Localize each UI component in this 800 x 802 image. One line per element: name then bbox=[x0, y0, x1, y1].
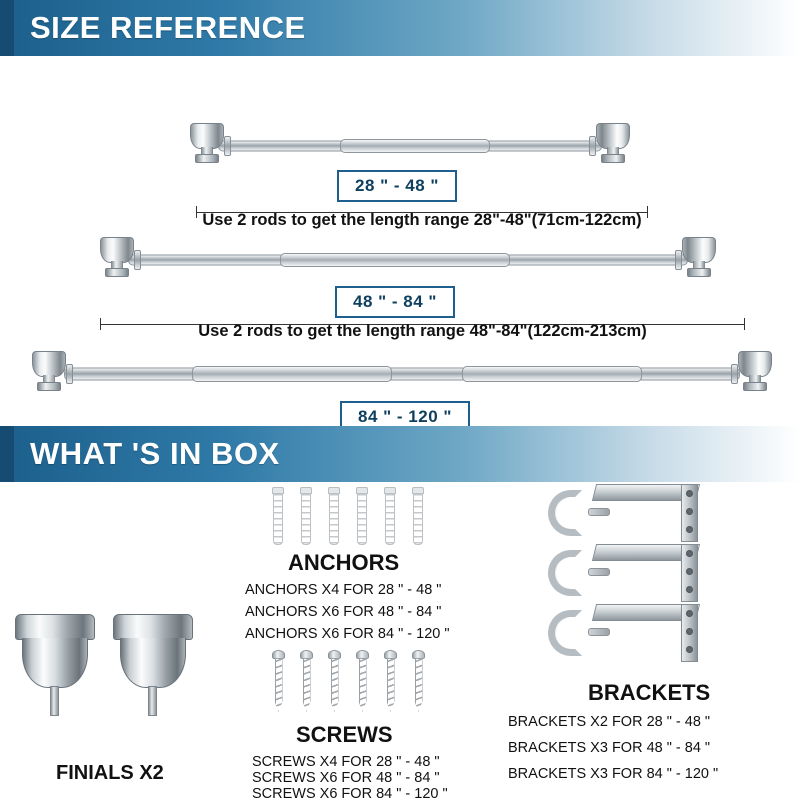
screws-spec-line-2: SCREWS X6 FOR 48 " - 84 " bbox=[252, 770, 440, 786]
rod-illustration-48-84 bbox=[100, 232, 716, 288]
bracket-icon bbox=[548, 544, 698, 604]
rod-illustration-28-48 bbox=[190, 118, 630, 174]
rod-finial-left bbox=[190, 123, 224, 169]
rod-caption-28-48: Use 2 rods to get the length range 28"-48"(71cm-122cm) bbox=[202, 211, 642, 229]
brackets-spec-line-3: BRACKETS X3 FOR 84 " - 120 " bbox=[508, 766, 719, 782]
finial-ring bbox=[731, 364, 738, 384]
finial-ring bbox=[134, 250, 141, 270]
screw-icon bbox=[272, 650, 285, 712]
size-badge-28-48: 28 " - 48 " bbox=[337, 170, 457, 202]
screw-icon bbox=[300, 650, 313, 712]
brackets-spec-line-1: BRACKETS X2 FOR 28 " - 48 " bbox=[508, 714, 711, 730]
size-reference-header bbox=[0, 0, 800, 56]
anchors-spec-line-2: ANCHORS X6 FOR 48 " - 84 " bbox=[245, 604, 442, 620]
finial-ring bbox=[66, 364, 73, 384]
whats-in-box-header bbox=[0, 426, 800, 482]
brackets-spec-line-2: BRACKETS X3 FOR 48 " - 84 " bbox=[508, 740, 711, 756]
finial-collar bbox=[37, 382, 61, 391]
finials-label-text: FINIALS bbox=[56, 762, 134, 784]
brackets-title: BRACKETS bbox=[588, 680, 711, 705]
finial-ring bbox=[675, 250, 682, 270]
header-accent-bar bbox=[0, 426, 14, 482]
finial-cap bbox=[738, 351, 772, 377]
screws-spec-line-3: SCREWS X6 FOR 84 " - 120 " bbox=[252, 786, 448, 802]
rod-finial-right bbox=[596, 123, 630, 169]
anchors-spec-line-3: ANCHORS X6 FOR 84 " - 120 " bbox=[245, 626, 450, 642]
size-reference-body bbox=[0, 56, 800, 426]
finial-cap bbox=[682, 237, 716, 263]
finial-collar bbox=[601, 154, 625, 163]
anchor-icon bbox=[300, 487, 312, 545]
finial-collar bbox=[743, 382, 767, 391]
finial-top bbox=[15, 614, 95, 640]
finial-cap bbox=[100, 237, 134, 263]
finials-label bbox=[56, 762, 164, 785]
anchor-icon bbox=[384, 487, 396, 545]
finial-stem bbox=[50, 686, 59, 716]
anchor-icon bbox=[328, 487, 340, 545]
finial-collar bbox=[195, 154, 219, 163]
finial-body bbox=[120, 638, 186, 688]
finial-body bbox=[22, 638, 88, 688]
rod-finial-right bbox=[682, 237, 716, 283]
finial-ring bbox=[224, 136, 231, 156]
rod-finial-left bbox=[100, 237, 134, 283]
size-badge-84-120: 84 " - 120 " bbox=[340, 401, 470, 433]
screw-icon bbox=[384, 650, 397, 712]
rod-finial-left bbox=[32, 351, 66, 397]
rod-inner-shaft bbox=[280, 253, 510, 267]
rod-inner-shaft bbox=[192, 366, 392, 382]
screw-icon bbox=[328, 650, 341, 712]
rod-inner-shaft bbox=[340, 139, 490, 153]
anchor-icon bbox=[356, 487, 368, 545]
finial-top bbox=[113, 614, 193, 640]
anchors-spec-line-1: ANCHORS X4 FOR 28 " - 48 " bbox=[245, 582, 442, 598]
finial-collar bbox=[687, 268, 711, 277]
anchors-title: ANCHORS bbox=[288, 550, 400, 575]
anchor-icon bbox=[412, 487, 424, 545]
whats-in-box-body bbox=[0, 482, 800, 800]
finial-stem bbox=[148, 686, 157, 716]
size-badge-48-84: 48 " - 84 " bbox=[335, 286, 455, 318]
size-reference-title: SIZE REFERENCE bbox=[30, 10, 306, 45]
screw-icon bbox=[356, 650, 369, 712]
bracket-icon bbox=[548, 484, 698, 544]
rod-finial-right bbox=[738, 351, 772, 397]
bracket-icon bbox=[548, 604, 698, 664]
finial-ring bbox=[589, 136, 596, 156]
rod-illustration-84-120 bbox=[32, 344, 772, 404]
finial-cap bbox=[190, 123, 224, 149]
header-accent-bar bbox=[0, 0, 14, 56]
finial-product-2 bbox=[110, 614, 196, 722]
screw-icon bbox=[412, 650, 425, 712]
whats-in-box-title: WHAT 'S IN BOX bbox=[30, 436, 280, 471]
anchor-icon bbox=[272, 487, 284, 545]
screws-title: SCREWS bbox=[296, 722, 393, 747]
finials-qty: X2 bbox=[139, 762, 164, 784]
screws-spec-line-1: SCREWS X4 FOR 28 " - 48 " bbox=[252, 754, 440, 770]
finial-cap bbox=[596, 123, 630, 149]
finial-collar bbox=[105, 268, 129, 277]
rod-inner-shaft-2 bbox=[462, 366, 642, 382]
finial-product-1 bbox=[12, 614, 98, 722]
finial-cap bbox=[32, 351, 66, 377]
rod-caption-48-84: Use 2 rods to get the length range 48"-84"(122cm-213cm) bbox=[198, 322, 647, 340]
